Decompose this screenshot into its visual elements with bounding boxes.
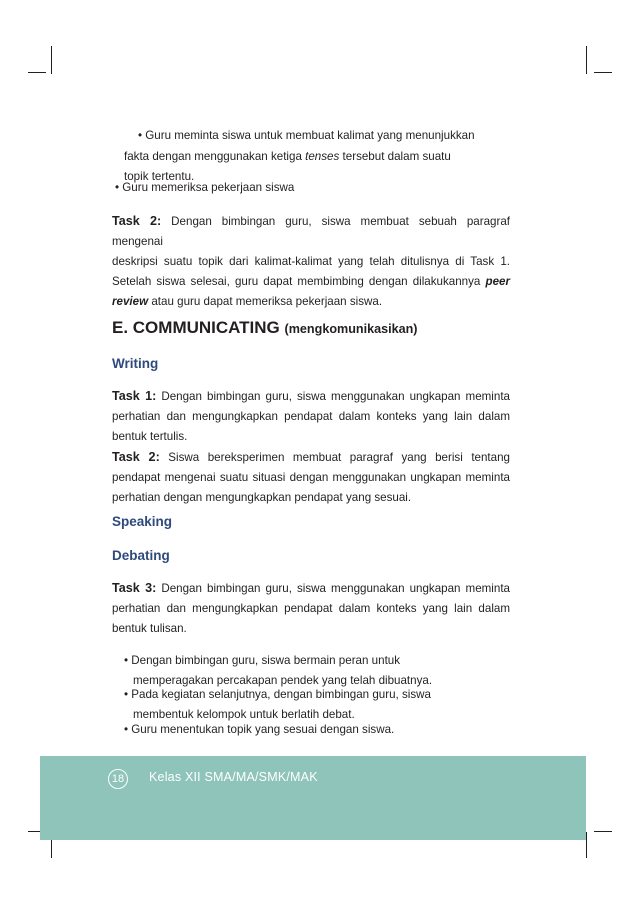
debating-task3-line-1 — [112, 578, 510, 599]
task2-line-1 — [112, 211, 510, 252]
text: tersebut dalam suatu — [339, 150, 451, 163]
text: Dengan bimbingan guru, siswa menggunakan ungkapan meminta — [156, 390, 510, 403]
top-bullet-1-line-3: topik tertentu. — [124, 170, 195, 183]
section-title — [112, 318, 418, 338]
emphasis: review — [112, 295, 149, 308]
text: Siswa bereksperimen membuat paragraf yang berisi tentang — [159, 451, 510, 464]
writing-task1-line-1 — [112, 386, 510, 407]
top-bullet-1-line-2 — [124, 147, 451, 167]
crop-mark — [586, 46, 587, 74]
debating-bullet-1-line-2: memperagakan percakapan pendek yang telah dibuatnya. — [133, 674, 433, 687]
task2-line-4 — [112, 292, 510, 312]
writing-task2-line-3: perhatian dengan mengungkapkan pendapat yang sesuai. — [112, 491, 412, 504]
page-number: 18 — [108, 769, 128, 789]
task-label: Task 1: — [112, 389, 157, 403]
book-title: Kelas XII SMA/MA/SMK/MAK — [149, 770, 318, 784]
debating-task3-line-2: perhatian dan mengungkapkan pendapat dalam konteks yang lain dalam — [112, 602, 510, 615]
debating-bullet-2-line-1: • Pada kegiatan selanjutnya, dengan bimbingan guru, siswa — [124, 688, 431, 701]
speaking-heading: Speaking — [112, 514, 173, 529]
text: fakta dengan menggunakan ketiga — [124, 150, 306, 163]
text: Setelah siswa selesai, guru dapat membimbing dengan dilakukannya — [112, 275, 486, 288]
crop-mark — [51, 46, 52, 74]
crop-mark — [28, 72, 46, 73]
debating-bullet-1-line-1: • Dengan bimbingan guru, siswa bermain peran untuk — [124, 654, 401, 667]
section-title-main: E. COMMUNICATING — [112, 318, 280, 337]
writing-task2-paragraph — [112, 447, 510, 508]
debating-bullet-2-line-2: membentuk kelompok untuk berlatih debat. — [133, 708, 355, 721]
text: atau guru dapat memeriksa pekerjaan siswa. — [148, 295, 383, 308]
crop-mark — [594, 72, 612, 73]
footer-band — [40, 756, 586, 840]
crop-mark — [594, 831, 612, 832]
task2-line-3 — [112, 272, 510, 292]
crop-mark — [586, 832, 587, 858]
writing-heading: Writing — [112, 356, 159, 371]
top-bullet-1-line-1: • Guru meminta siswa untuk membuat kalimat yang menunjukkan — [138, 129, 475, 142]
writing-task1-paragraph — [112, 386, 510, 447]
text: Dengan bimbingan guru, siswa menggunakan ungkapan meminta — [156, 582, 510, 595]
writing-task2-line-2: pendapat mengenai suatu situasi dengan menggunakan ungkapan meminta — [112, 471, 510, 484]
debating-task3-line-3: bentuk tulisan. — [112, 622, 187, 635]
debating-heading: Debating — [112, 548, 170, 563]
top-bullet-2: • Guru memeriksa pekerjaan siswa — [115, 181, 295, 194]
task-label: Task 2: — [112, 450, 160, 464]
text: Dengan bimbingan guru, siswa membuat sebuah paragraf mengenai — [112, 215, 511, 248]
debating-bullet-3: • Guru menentukan topik yang sesuai dengan siswa. — [124, 723, 395, 736]
writing-task1-line-2: perhatian dan mengungkapkan pendapat dalam konteks yang lain dalam — [112, 410, 510, 423]
task2-paragraph — [112, 211, 510, 312]
emphasis: tenses — [305, 150, 340, 163]
debating-task3-paragraph — [112, 578, 510, 639]
writing-task1-line-3: bentuk tertulis. — [112, 430, 188, 443]
section-title-sub: (mengkomunikasikan) — [284, 322, 418, 336]
task2-line-2: deskripsi suatu topik dari kalimat-kalimat yang telah ditulisnya di Task 1. — [112, 255, 510, 268]
emphasis: peer — [485, 275, 510, 288]
writing-task2-line-1 — [112, 447, 510, 468]
task-label: Task 2: — [112, 214, 162, 228]
task-label: Task 3: — [112, 581, 157, 595]
